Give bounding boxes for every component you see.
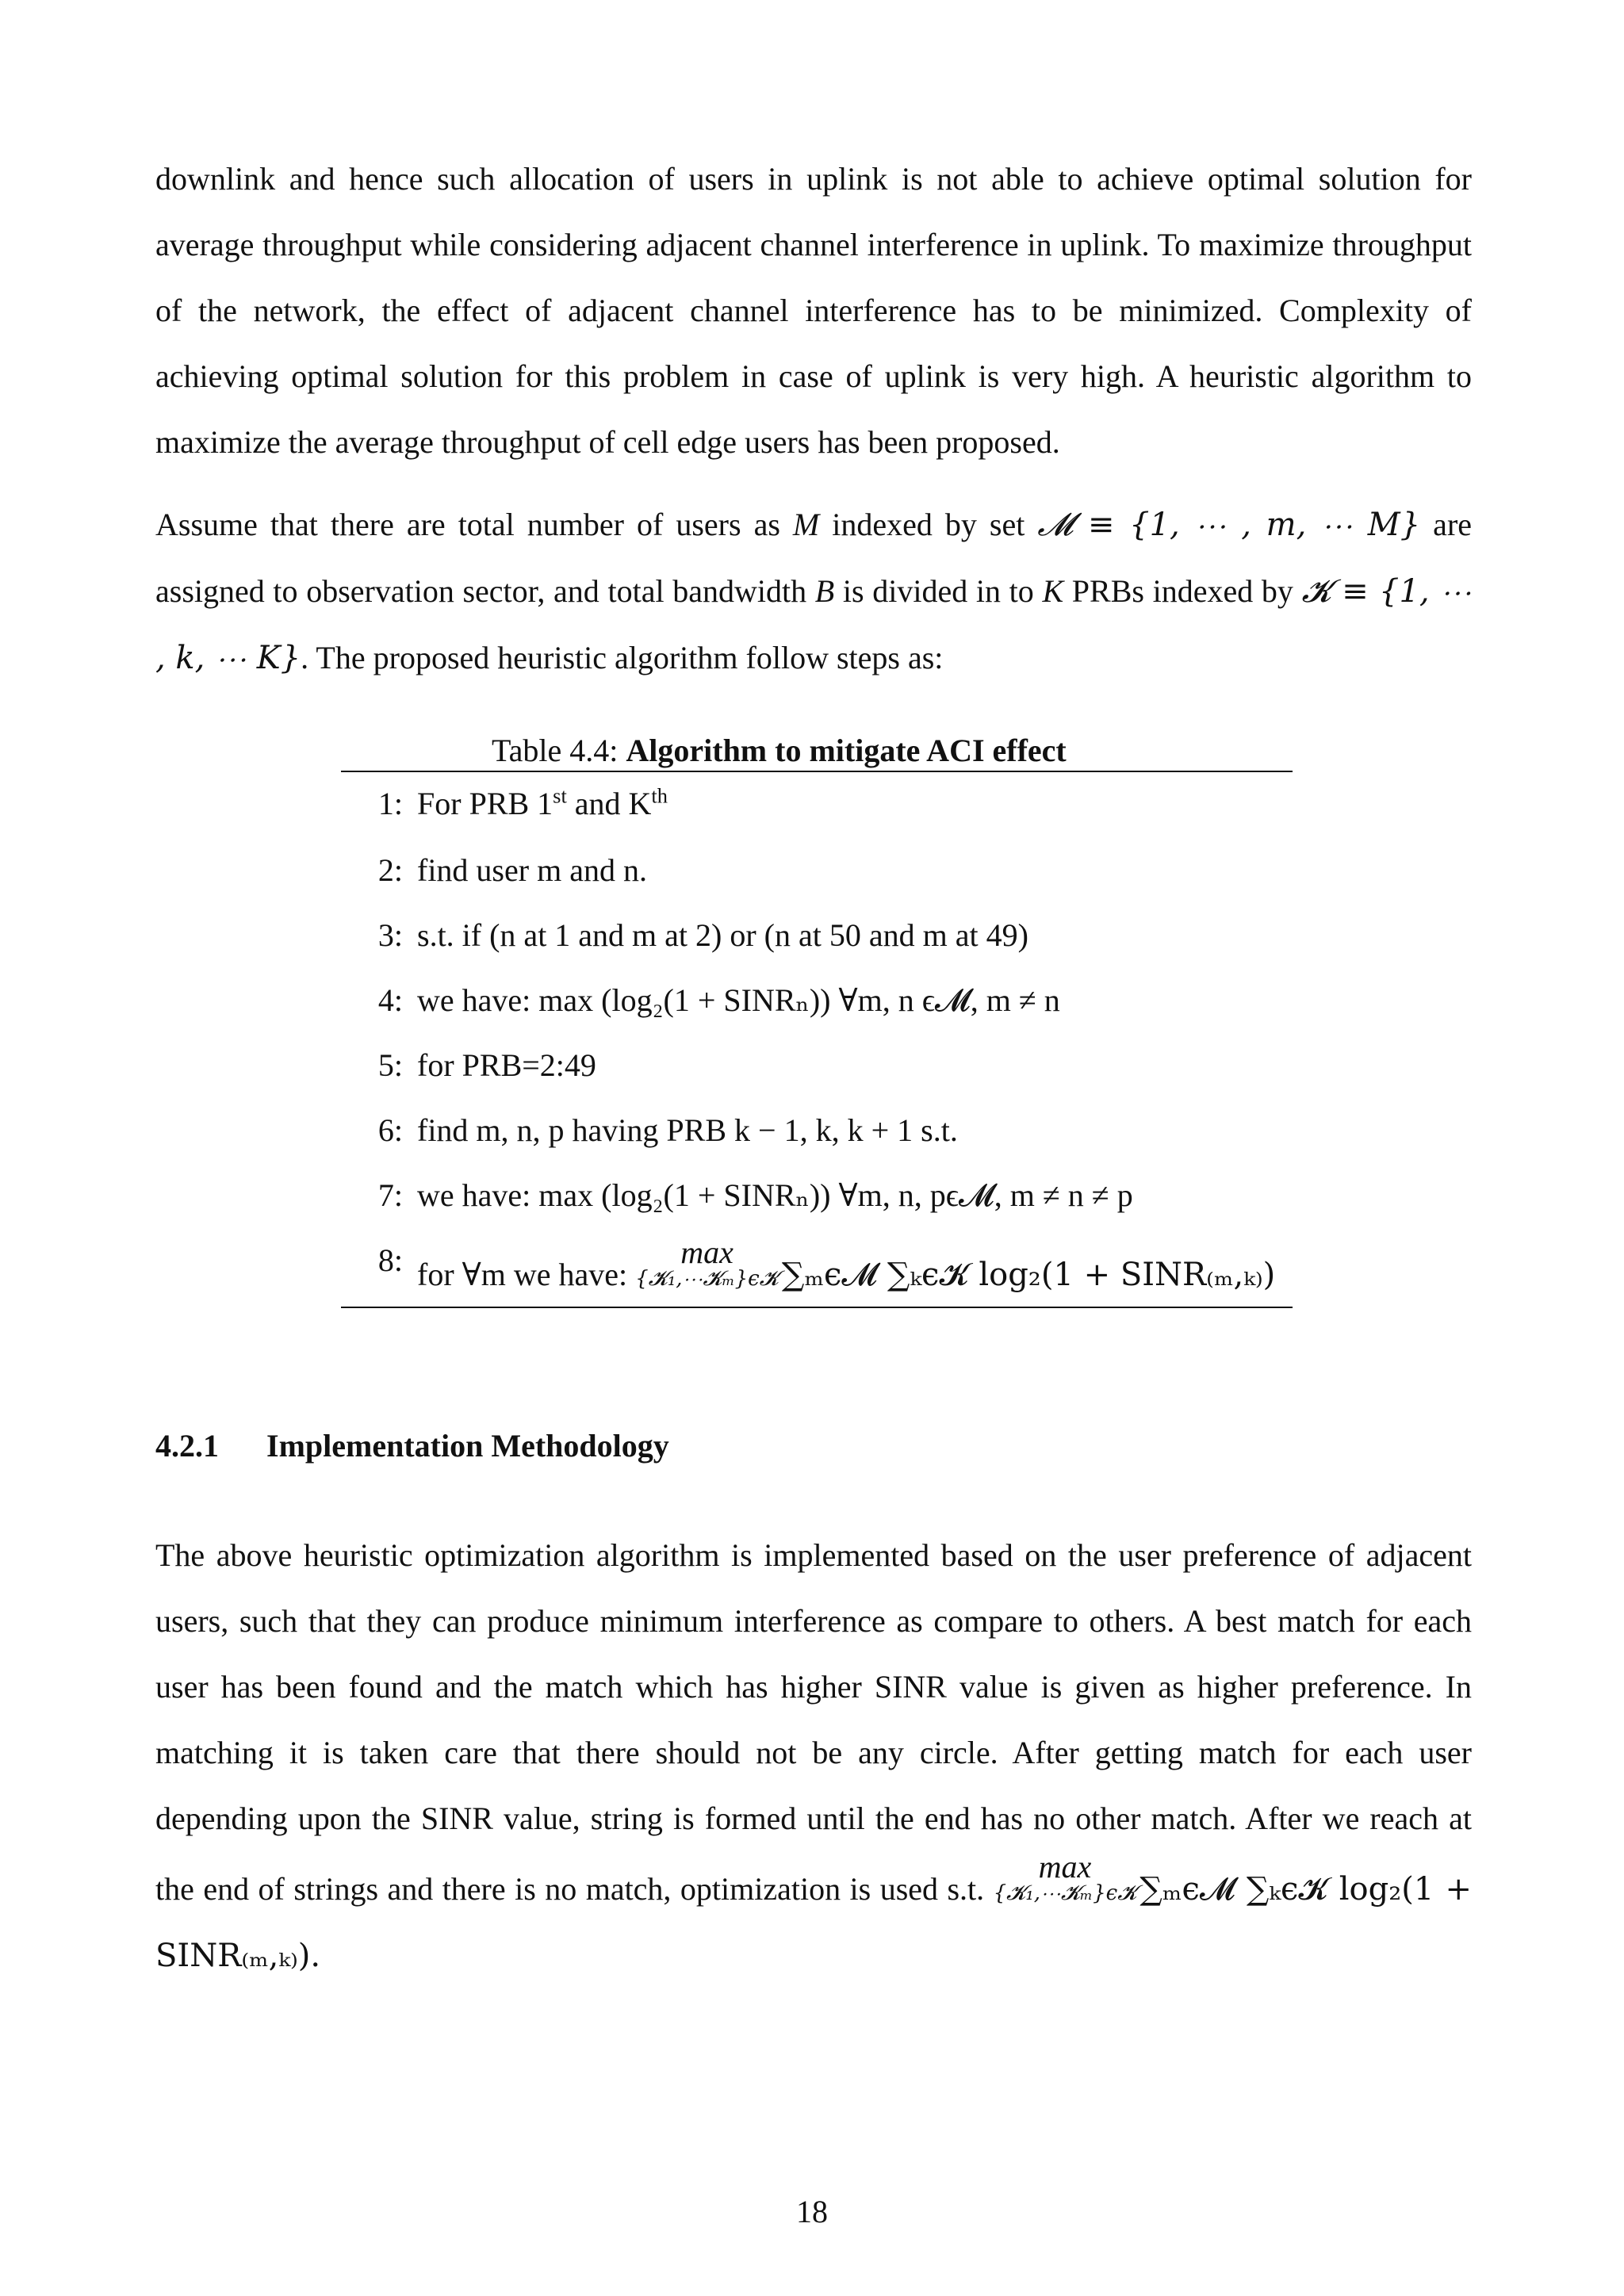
step-number: 5: [377,1047,403,1083]
table-bottom-rule [341,1307,1293,1308]
step-text: s.t. if (n at 1 and m at 2) or (n at 50 and m at 49) [417,917,1028,953]
step-number: 2: [377,852,403,888]
algorithm-step [341,1042,1293,1089]
text: indexed by set [819,507,1038,542]
step-text: we have: max (log₂(1 + SINRₙ)) ∀m, n, pϵ𝓜, m ≠ n ≠ p [417,1177,1133,1213]
algorithm-step [341,1234,1293,1300]
max-label: max [680,1234,733,1270]
step-number: 8: [377,1242,403,1278]
step-number: 6: [377,1112,403,1148]
step-number: 1: [377,786,403,821]
var-B: B [814,573,835,609]
step-number: 7: [377,1177,403,1213]
section-heading [155,1427,669,1464]
set-K: 𝓚 ≡ {1, ⋯ , k, ⋯ K} [155,573,1473,676]
table-top-rule [341,771,1293,772]
text: . The proposed heuristic algorithm follow steps as: [301,640,944,675]
paragraph-methodology [155,1522,1472,1989]
step-text: find m, n, p having PRB k − 1, k, k + 1 s.t. [417,1112,958,1148]
step-part: and K [566,786,652,821]
text: PRBs indexed by [1063,573,1302,609]
step-text: for PRB=2:49 [417,1047,596,1083]
algorithm-step [341,1172,1293,1219]
paragraph-intro: downlink and hence such allocation of users in uplink is not able to achieve optimal solution for average throughput while considering adjacent channel interference in uplink. To maximize throughput of the network, the effect of adjacent channel interference has to be minimized. Complexity of achieving optimal solution for this problem in case of uplink is very high. A heuristic algorithm to maximize the average throughput of cell edge users has been proposed. [155,161,1472,460]
caption-label: Table 4.4: [492,733,619,768]
objective-expression: ∑ₘϵ𝓜 ∑ₖϵ𝓚 log₂(1 + SINR₍ₘ,ₖ₎) [781,1257,1276,1293]
step-text: we have: max (log₂(1 + SINRₙ)) ∀m, n ϵ𝓜, m ≠ n [417,982,1060,1018]
table-caption [341,731,1293,771]
var-M: M [792,507,820,542]
algorithm-step [341,847,1293,894]
superscript: st [553,783,567,808]
step-text [417,1234,1276,1299]
section-number: 4.2.1 [155,1428,219,1464]
text: is divided in to [834,573,1043,609]
paragraph-assumptions [155,492,1472,691]
max-subscript: {𝓚₁,⋯𝓚ₘ}ϵ𝓚 [635,1267,779,1291]
text: are assigned to observation sector, and total bandwidth [155,507,1473,609]
max-operator [635,1234,779,1291]
page-number: 18 [796,2194,828,2229]
algorithm-step [341,912,1293,959]
set-M: 𝓜 ≡ {1, ⋯ , m, ⋯ M} [1037,507,1421,543]
step-text: find user m and n. [417,852,647,888]
superscript: th [651,783,668,808]
text: The above heuristic optimization algorithm is implemented based on the user preference of adjacent users, such that they can produce minimum interference as compare to others. A best match for each user has been found and the match which has higher SINR value is given as higher preference. In matching it is taken care that there should not be any circle. After getting match for each user depending upon the SINR value, string is formed until the end has no other match. After we reach at the end of strings and there is no match, optimization is used s.t. [155,1537,1472,1907]
max-subscript: {𝓚₁,⋯𝓚ₘ}ϵ𝓚 [993,1881,1137,1905]
step-part: For PRB 1 [417,786,553,821]
algorithm-step [341,780,1293,828]
algorithm-step [341,977,1293,1024]
objective-expression: ∑ₘϵ𝓜 ∑ₖϵ𝓚 log₂(1 + SINR₍ₘ,ₖ₎). [155,1871,1472,1974]
step-text [417,780,668,828]
max-label: max [1038,1849,1092,1885]
algorithm-step [341,1107,1293,1154]
step-part: for ∀m we have: [417,1257,636,1292]
step-number: 4: [377,982,403,1018]
section-title: Implementation Methodology [266,1428,669,1464]
step-number: 3: [377,917,403,953]
text: Assume that there are total number of users as [155,507,793,542]
max-operator [994,1851,1137,1904]
var-K: K [1042,573,1064,609]
caption-title: Algorithm to mitigate ACI effect [626,733,1067,768]
